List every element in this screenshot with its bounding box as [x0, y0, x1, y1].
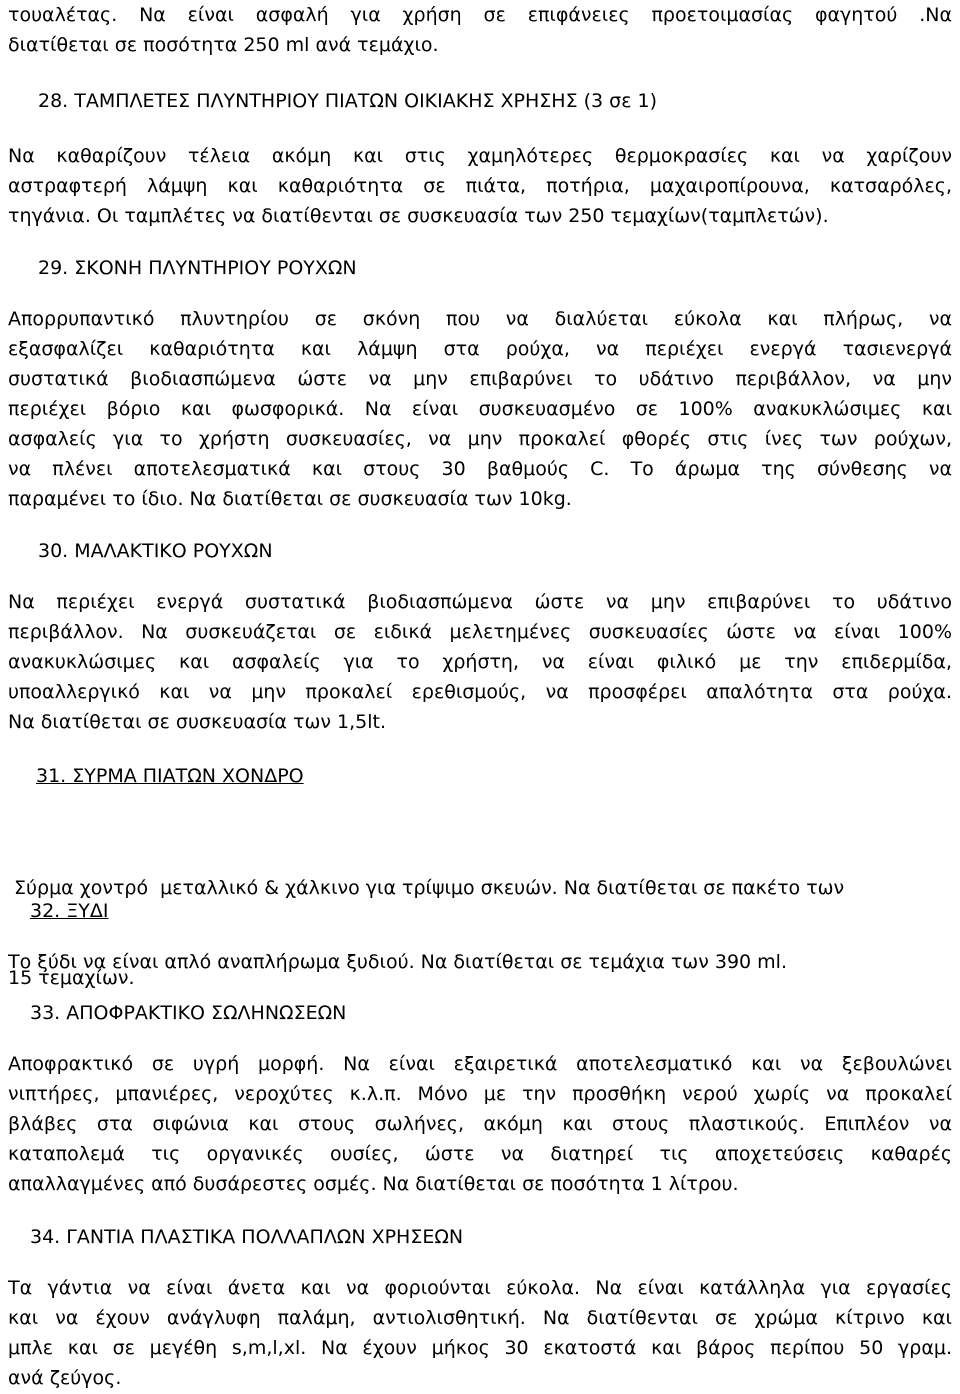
text-line: τουαλέτας. Να είναι ασφαλή για χρήση σε επιφάνειες προετοιμασίας φαγητού .Να — [8, 4, 952, 26]
section-body-34 — [8, 1273, 952, 1393]
text-line: Να περιέχει ενεργά συστατικά βιοδιασπώμενα ώστε να μην επιβαρύνει το υδάτινο — [8, 591, 952, 613]
section-heading-29: 29. ΣΚΟΝΗ ΠΛΥΝΤΗΡΙΟΥ ΡΟΥΧΩΝ — [38, 257, 357, 279]
text-line: καταπολεμά τις οργανικές ουσίες, ώστε να διατηρεί τις αποχετεύσεις καθαρές — [8, 1143, 952, 1165]
text-line: Να καθαρίζουν τέλεια ακόμη και στις χαμηλότερες θερμοκρασίες και να χαρίζουν — [8, 145, 952, 167]
text-line: συστατικά βιοδιασπώμενα ώστε να μην επιβαρύνει το υδάτινο περιβάλλον, να μην — [8, 368, 952, 390]
text-line: και να έχουν ανάγλυφη παλάμη, αντιολισθητική. Να διατίθενται σε χρώμα κίτρινο και — [8, 1307, 952, 1329]
text-line: νιπτήρες, μπανιέρες, νεροχύτες κ.λ.π. Μόνο με την προσθήκη νερού χωρίς να προκαλεί — [8, 1083, 952, 1105]
text-line: Να διατίθεται σε συσκευασία των 1,5lt. — [8, 711, 386, 733]
section-heading-30: 30. ΜΑΛΑΚΤΙΚΟ ΡΟΥΧΩΝ — [38, 540, 273, 562]
text-line: περιέχει βόριο και φωσφορικά. Να είναι συσκευασμένο σε 100% ανακυκλώσιμες και — [8, 398, 952, 420]
text-line: Αποφρακτικό σε υγρή μορφή. Να είναι εξαιρετικά αποτελεσματικό και να ξεβουλώνει — [8, 1053, 952, 1075]
text-line: εξασφαλίζει καθαριότητα και λάμψη στα ρούχα, να περιέχει ενεργά τασιενεργά — [8, 338, 952, 360]
text-line: ασφαλείς για το χρήστη συσκευασίες, να μην προκαλεί φθορές στις ίνες των ρούχων, — [8, 428, 952, 450]
section-heading-33: 33. ΑΠΟΦΡΑΚΤΙΚΟ ΣΩΛΗΝΩΣΕΩΝ — [30, 1002, 347, 1024]
section-body-28 — [8, 141, 952, 231]
text-line: βλάβες στα σιφώνια και στους σωλήνες, ακόμη και στους πλαστικούς. Επιπλέον να — [8, 1113, 952, 1135]
section-body-30 — [8, 587, 952, 737]
text-line: Το ξύδι να είναι απλό αναπλήρωμα ξυδιού. Να διατίθεται σε τεμάχια των 390 ml. — [8, 951, 787, 973]
section-body-32 — [8, 947, 952, 977]
text-line: τηγάνια. Οι ταμπλέτες να διατίθενται σε συσκευασία των 250 τεμαχίων(ταμπλετών). — [8, 205, 829, 227]
text-line: περιβάλλον. Να συσκευάζεται σε ειδικά μελετημένες συσκευασίες ώστε να είναι 100% — [8, 621, 952, 643]
text-line: διατίθεται σε ποσότητα 250 ml ανά τεμάχιο. — [8, 34, 439, 56]
section-heading-34: 34. ΓΑΝΤΙΑ ΠΛΑΣΤΙΚΑ ΠΟΛΛΑΠΛΩΝ ΧΡΗΣΕΩΝ — [30, 1226, 464, 1248]
section-heading-28: 28. ΤΑΜΠΛΕΤΕΣ ΠΛΥΝΤΗΡΙΟΥ ΠΙΑΤΩΝ ΟΙΚΙΑΚΗΣ ΧΡΗΣΗΣ (3 σε 1) — [38, 90, 658, 112]
text-line: απαλλαγμένες από δυσάρεστες οσμές. Να διατίθεται σε ποσότητα 1 λίτρου. — [8, 1173, 739, 1195]
text-line: Απορρυπαντικό πλυντηρίου σε σκόνη που να διαλύεται εύκολα και πλήρως, να — [8, 308, 952, 330]
section-heading-32: 32. ΞΥΔΙ — [30, 900, 109, 922]
text-line: 15 τεμαχίων. — [8, 967, 135, 989]
section-body-29 — [8, 304, 952, 514]
text-line: ανά ζεύγος. — [8, 1367, 122, 1389]
text-line: Τα γάντια να είναι άνετα και να φοριούνται εύκολα. Να είναι κατάλληλα για εργασίες — [8, 1277, 952, 1299]
text-line: μπλε και σε μεγέθη s,m,l,xl. Να έχουν μήκος 30 εκατοστά και βάρος περίπου 50 γραμ. — [8, 1337, 952, 1359]
text-line: υποαλλεργικό και να μην προκαλεί ερεθισμούς, να προσφέρει απαλότητα στα ρούχα. — [8, 681, 952, 703]
section-body-33 — [8, 1049, 952, 1199]
text-line: αστραφτερή λάμψη και καθαριότητα σε πιάτα, ποτήρια, μαχαιροπίρουνα, κατσαρόλες, — [8, 175, 952, 197]
text-line: παραμένει το ίδιο. Να διατίθεται σε συσκευασία των 10kg. — [8, 488, 572, 510]
text-line: Σύρμα χοντρό μεταλλικό & χάλκινο για τρίψιμο σκευών. Να διατίθεται σε πακέτο των — [8, 877, 845, 899]
text-line: ανακυκλώσιμες και ασφαλείς για το χρήστη, να είναι φιλικό με την επιδερμίδα, — [8, 651, 952, 673]
intro-paragraph — [8, 0, 952, 60]
section-heading-31: 31. ΣΥΡΜΑ ΠΙΑΤΩΝ ΧΟΝΔΡΟ — [36, 765, 304, 787]
text-line: να πλένει αποτελεσματικά και στους 30 βαθμούς C. Το άρωμα της σύνθεσης να — [8, 458, 952, 480]
